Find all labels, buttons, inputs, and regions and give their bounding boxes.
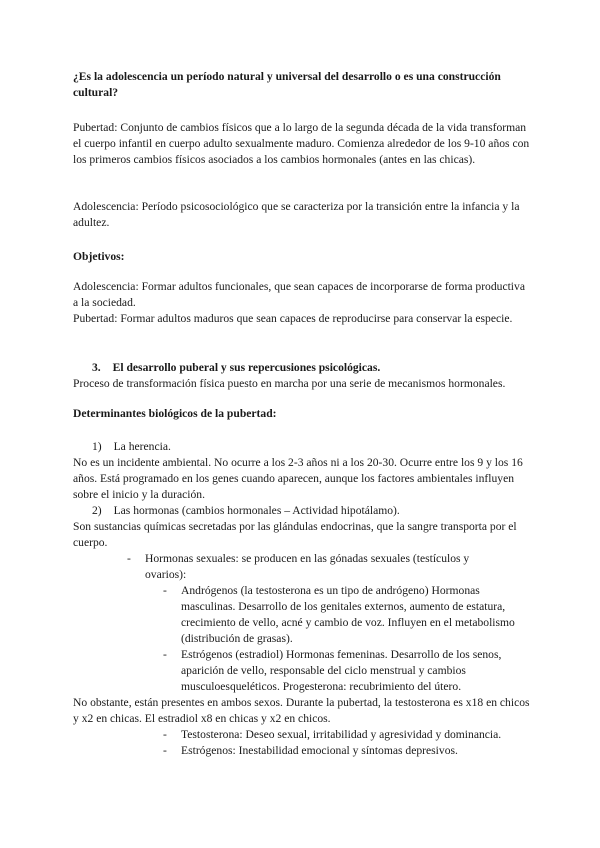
section-3-title: El desarrollo puberal y sus repercusiones psicológicas.	[112, 361, 381, 374]
section-3-heading	[92, 360, 532, 376]
item-1-label: La herencia.	[113, 440, 171, 453]
item-2-text: Son sustancias químicas secretadas por las glándulas endocrinas, que la sangre transporta por el cuerpo.	[73, 520, 517, 549]
question-heading: ¿Es la adolescencia un período natural y universal del desarrollo o es una construcción cultural?	[73, 70, 501, 99]
no-obstante-paragraph: No obstante, están presentes en ambos sexos. Durante la pubertad, la testosterona es x18 en chicos y x2 en chicas. El estradiol x8 en chicas y x2 en chicos.	[73, 696, 530, 725]
item-2-heading	[92, 503, 532, 519]
section-3-intro: Proceso de transformación física puesto en marcha por una serie de mecanismos hormonales.	[73, 377, 506, 390]
bullet-dash: -	[163, 648, 167, 661]
item-1-text: No es un incidente ambiental. No ocurre a los 2-3 años ni a los 20-30. Ocurre entre los 9 y los 16 años. Está programado en los genes cuando aparecen, aunque los factores ambientales influyen sobre el inicio y la duración.	[73, 456, 523, 501]
adolescencia-definition: Adolescencia: Período psicosociológico que se caracteriza por la transición entre la infancia y la adultez.	[73, 200, 520, 229]
bullet-hormonas-sexuales: Hormonas sexuales: se producen en las gónadas sexuales (testículos y ovarios):	[145, 552, 470, 581]
item-2-number: 2)	[92, 504, 102, 517]
item-2-label: Las hormonas (cambios hormonales – Actividad hipotálamo).	[113, 504, 400, 517]
determinantes-heading: Determinantes biológicos de la pubertad:	[73, 407, 277, 420]
bullet-testosterona: Testosterona: Deseo sexual, irritabilidad y agresividad y dominancia.	[181, 728, 502, 741]
bullet-dash: -	[163, 584, 167, 597]
bullet-dash: -	[163, 728, 167, 741]
item-1-heading	[92, 439, 532, 455]
bullet-androgenos: Andrógenos (la testosterona es un tipo de andrógeno) Hormonas masculinas. Desarrollo de los genitales externos, aumento de estatura, crecimiento de vello, acné y cambio de voz. Influyen en el metabolismo (distribución de grasas).	[181, 584, 515, 645]
objetivo-adolescencia: Adolescencia: Formar adultos funcionales, que sean capaces de incorporarse de forma productiva a la sociedad.	[73, 280, 525, 309]
pubertad-definition: Pubertad: Conjunto de cambios físicos que a lo largo de la segunda década de la vida transforman el cuerpo infantil en cuerpo adulto sexualmente maduro. Comienza alrededor de los 9-10 años con los primeros cambios físicos asociados a los cambios hormonales (antes en las chicas).	[73, 121, 530, 166]
item-1-number: 1)	[92, 440, 102, 453]
bullet-estrogenos: Estrógenos (estradiol) Hormonas femeninas. Desarrollo de los senos, aparición de vello, responsable del ciclo menstrual y cambios musculoesqueléticos. Progesterona: recubrimiento del útero.	[181, 648, 502, 693]
objetivos-heading: Objetivos:	[73, 250, 125, 263]
bullet-estrogenos-2: Estrógenos: Inestabilidad emocional y síntomas depresivos.	[181, 744, 458, 757]
bullet-dash: -	[127, 552, 131, 565]
objetivo-pubertad: Pubertad: Formar adultos maduros que sean capaces de reproducirse para conservar la especie.	[73, 312, 513, 325]
bullet-dash: -	[163, 744, 167, 757]
section-3-number: 3.	[92, 361, 101, 374]
